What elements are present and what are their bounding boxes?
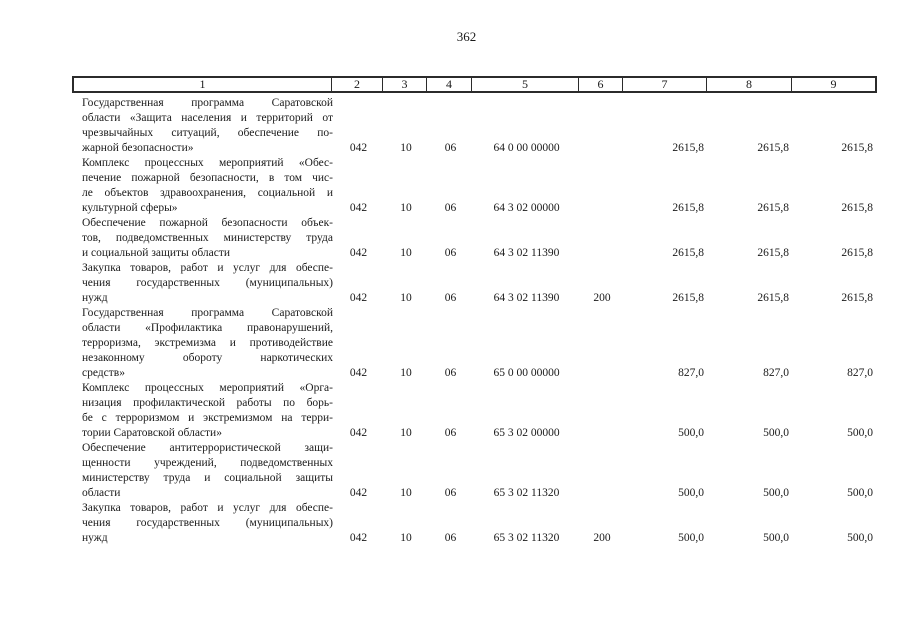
- program-name-line: министерству труда и социальной защиты: [82, 472, 333, 484]
- column-header-8: 8: [706, 78, 791, 91]
- amount-year3-cell: 2615,8: [841, 247, 873, 259]
- program-name-cell: [72, 261, 333, 306]
- column-header-4: 4: [426, 78, 471, 91]
- amount-year2-cell: 2615,8: [757, 247, 789, 259]
- grbs-code-cell: 042: [349, 247, 368, 259]
- amount-year1-cell: 500,0: [678, 487, 704, 499]
- program-name-line: и социальной защиты области: [82, 247, 231, 259]
- amount-year3-cell: 2615,8: [841, 202, 873, 214]
- section-code-cell: 10: [400, 427, 412, 439]
- program-name-line: области «Профилактика правонарушений,: [82, 322, 333, 334]
- section-code-cell: 10: [400, 247, 412, 259]
- program-name-cell: [72, 216, 333, 261]
- program-name-line: печение пожарной безопасности, в том чис-: [82, 172, 333, 184]
- target-article-code-cell: 64 3 02 11390: [493, 247, 560, 259]
- grbs-code-cell: 042: [349, 202, 368, 214]
- amount-year2-cell: 2615,8: [757, 202, 789, 214]
- program-name-line: области: [82, 487, 121, 499]
- subsection-code-cell: 06: [444, 367, 457, 379]
- program-name-line: Государственная программа Саратовской: [82, 307, 333, 319]
- amount-year1-cell: 500,0: [678, 427, 704, 439]
- table-row: [72, 261, 877, 306]
- column-header-7: 7: [622, 78, 706, 91]
- subsection-code-cell: 06: [444, 142, 457, 154]
- amount-year3-cell: 500,0: [847, 427, 873, 439]
- program-name-line: Закупка товаров, работ и услуг для обеспе-: [82, 502, 333, 514]
- target-article-code-cell: 64 3 02 11390: [493, 292, 560, 304]
- section-code-cell: 10: [400, 142, 412, 154]
- program-name-line: области «Защита населения и территорий от: [82, 112, 333, 124]
- column-header-3: 3: [382, 78, 426, 91]
- program-name-cell: [72, 96, 333, 156]
- amount-year3-cell: 2615,8: [841, 142, 873, 154]
- table-row: [72, 216, 877, 261]
- amount-year2-cell: 500,0: [763, 532, 789, 544]
- amount-year1-cell: 827,0: [678, 367, 704, 379]
- grbs-code-cell: 042: [349, 532, 368, 544]
- program-name-line: чрезвычайных ситуаций, обеспечение по-: [82, 127, 333, 139]
- section-code-cell: 10: [400, 487, 412, 499]
- program-name-cell: [72, 381, 333, 441]
- program-name-line: тов, подведомственных министерству труда: [82, 232, 333, 244]
- program-name-line: тории Саратовской области»: [82, 427, 222, 439]
- subsection-code-cell: 06: [444, 292, 457, 304]
- amount-year3-cell: 827,0: [847, 367, 873, 379]
- budget-table: [72, 76, 877, 546]
- program-name-line: бе с терроризмом и экстремизмом на терри-: [82, 412, 333, 424]
- target-article-code-cell: 65 3 02 00000: [493, 427, 560, 439]
- column-header-1: 1: [199, 77, 206, 91]
- amount-year2-cell: 827,0: [763, 367, 789, 379]
- column-header-6: 6: [578, 78, 622, 91]
- program-name-line: щенности учреждений, подведомственных: [82, 457, 333, 469]
- program-name-line: культурной сферы»: [82, 202, 178, 214]
- section-code-cell: 10: [400, 202, 412, 214]
- program-name-line: Обеспечение пожарной безопасности объек-: [82, 217, 333, 229]
- page-number: 362: [456, 29, 477, 44]
- table-row: [72, 381, 877, 441]
- grbs-code-cell: 042: [349, 367, 368, 379]
- program-name-line: нужд: [82, 292, 108, 304]
- program-name-cell: [72, 441, 333, 501]
- amount-year2-cell: 2615,8: [757, 142, 789, 154]
- subsection-code-cell: 06: [444, 532, 457, 544]
- grbs-code-cell: 042: [349, 487, 368, 499]
- program-name-line: ле объектов здравоохранения, социальной и: [82, 187, 333, 199]
- program-name-line: Комплекс процессных мероприятий «Обес-: [82, 157, 333, 169]
- amount-year3-cell: 500,0: [847, 487, 873, 499]
- program-name-line: Государственная программа Саратовской: [82, 97, 333, 109]
- target-article-code-cell: 64 0 00 00000: [493, 142, 560, 154]
- program-name-cell: [72, 306, 333, 381]
- program-name-cell: [72, 156, 333, 216]
- subsection-code-cell: 06: [444, 427, 457, 439]
- expense-type-code-cell: 200: [593, 292, 611, 304]
- table-row: [72, 501, 877, 546]
- subsection-code-cell: 06: [444, 487, 457, 499]
- column-header-5: 5: [471, 78, 578, 91]
- section-code-cell: 10: [400, 532, 412, 544]
- amount-year1-cell: 2615,8: [672, 142, 704, 154]
- program-name-cell: [72, 501, 333, 546]
- program-name-line: нужд: [82, 532, 108, 544]
- program-name-line: терроризма, экстремизма и противодействие: [82, 337, 333, 349]
- target-article-code-cell: 65 3 02 11320: [493, 532, 560, 544]
- table-row: [72, 306, 877, 381]
- table-row: [72, 441, 877, 501]
- amount-year2-cell: 500,0: [763, 427, 789, 439]
- program-name-line: средств»: [82, 367, 125, 379]
- table-body: [72, 93, 877, 546]
- amount-year2-cell: 2615,8: [757, 292, 789, 304]
- amount-year1-cell: 500,0: [678, 532, 704, 544]
- section-code-cell: 10: [400, 292, 412, 304]
- subsection-code-cell: 06: [444, 247, 457, 259]
- column-header-2: 2: [331, 78, 382, 91]
- amount-year2-cell: 500,0: [763, 487, 789, 499]
- amount-year1-cell: 2615,8: [672, 292, 704, 304]
- amount-year1-cell: 2615,8: [672, 247, 704, 259]
- column-header-9: 9: [791, 78, 875, 91]
- target-article-code-cell: 65 3 02 11320: [493, 487, 560, 499]
- program-name-line: жарной безопасности»: [82, 142, 194, 154]
- program-name-line: Закупка товаров, работ и услуг для обеспе-: [82, 262, 333, 274]
- amount-year3-cell: 2615,8: [841, 292, 873, 304]
- target-article-code-cell: 65 0 00 00000: [493, 367, 560, 379]
- program-name-line: Комплекс процессных мероприятий «Орга-: [82, 382, 333, 394]
- target-article-code-cell: 64 3 02 00000: [493, 202, 560, 214]
- section-code-cell: 10: [400, 367, 412, 379]
- subsection-code-cell: 06: [444, 202, 457, 214]
- program-name-line: чения государственных (муниципальных): [82, 517, 333, 529]
- grbs-code-cell: 042: [349, 427, 368, 439]
- expense-type-code-cell: 200: [593, 532, 611, 544]
- program-name-line: низация профилактической работы по борь-: [82, 397, 333, 409]
- program-name-line: чения государственных (муниципальных): [82, 277, 333, 289]
- grbs-code-cell: 042: [349, 292, 368, 304]
- grbs-code-cell: 042: [349, 142, 368, 154]
- table-row: [72, 156, 877, 216]
- table-header-row: [72, 76, 877, 93]
- table-row: [72, 96, 877, 156]
- amount-year3-cell: 500,0: [847, 532, 873, 544]
- amount-year1-cell: 2615,8: [672, 202, 704, 214]
- program-name-line: незаконному обороту наркотических: [82, 352, 333, 364]
- program-name-line: Обеспечение антитеррористической защи-: [82, 442, 333, 454]
